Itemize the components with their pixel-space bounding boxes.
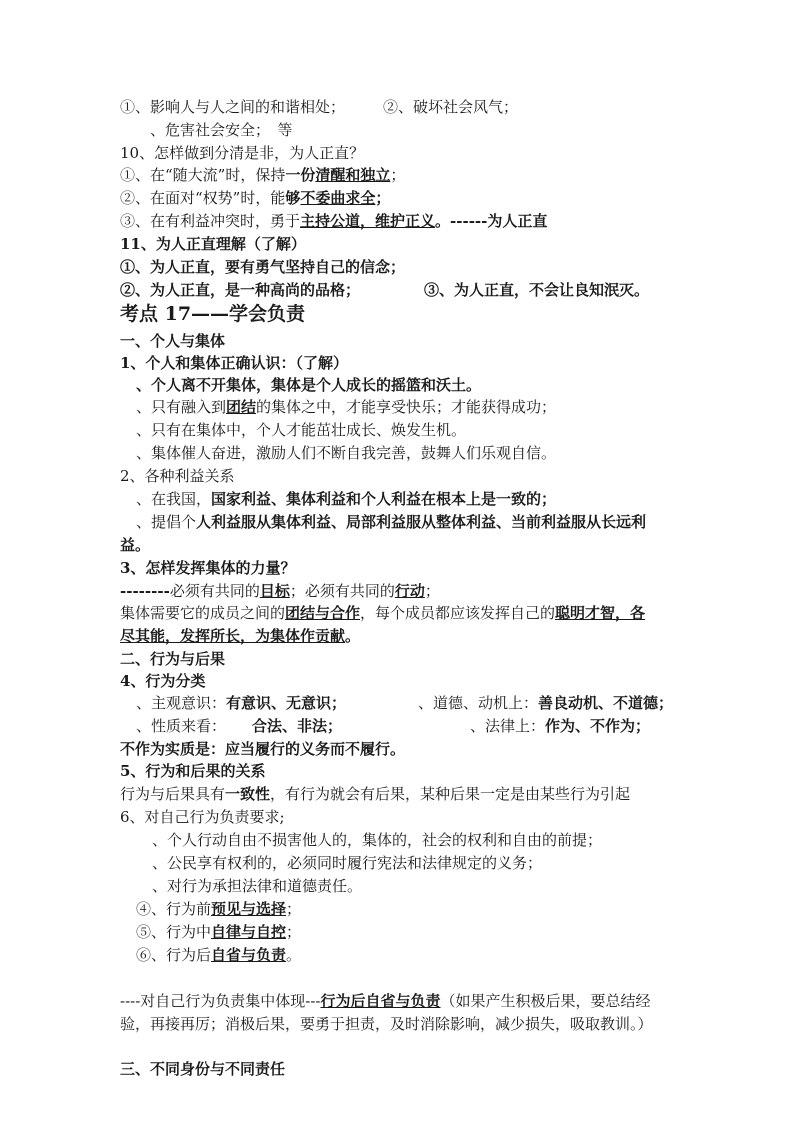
text-run: 一、个人与集体: [120, 332, 226, 350]
text-line: [120, 164, 405, 186]
text-run: 预见与选择: [211, 900, 287, 918]
text-run: ①、为人正直，要有勇气坚持自己的信念；: [120, 258, 406, 276]
text-run: 、提倡个: [136, 513, 197, 531]
text-line: [120, 1013, 653, 1035]
text-run: 验，再接再厉；消极后果，要勇于担责，及时消除影响，减少损失，吸取教训。）: [120, 1015, 653, 1033]
text-run: ④、行为前: [136, 900, 212, 918]
heading-text: 考点 17——学会负责: [120, 303, 306, 325]
text-run: ①、影响人与人之间的和谐相处；: [120, 98, 346, 116]
text-run: ；必须有共同的: [289, 582, 395, 600]
text-line: [120, 1058, 285, 1080]
text-line: [120, 760, 265, 782]
text-line: [120, 233, 306, 255]
text-run: ⑥、行为后: [136, 946, 212, 964]
text-line: [418, 692, 673, 714]
text-run: 。: [286, 946, 302, 964]
text-run: ②、破坏社会风气；: [383, 98, 519, 116]
text-run: ；: [390, 166, 406, 184]
text-run: 的集体之中，才能享受快乐；才能获得成功；: [256, 398, 557, 416]
text-run: ③、在有利益冲突时，勇于: [120, 212, 301, 230]
text-line: [120, 990, 651, 1012]
text-run: 团结: [226, 398, 257, 416]
text-line: [470, 715, 650, 737]
text-run: 。: [345, 627, 361, 645]
text-run: 、个人行动自由不损害他人的，集体的，社会的权利和自由的前提；: [152, 831, 603, 849]
text-run: 自律与自控: [211, 923, 287, 941]
text-run: 、只有融入到: [136, 398, 227, 416]
text-run: 善良动机、不道德；: [538, 694, 674, 712]
text-run: 1、个人和集体正确认识：（了解）: [120, 354, 348, 372]
text-run: 国家利益、集体利益和个人利益在根本上是一致的；: [211, 490, 557, 508]
text-run: 、个人离不开集体，集体是个人成长的摇篮和沃土。: [136, 376, 482, 394]
text-line: [120, 465, 235, 487]
text-run: ①、在“随大流”时，保持: [120, 166, 286, 184]
text-run: 尽其能，发挥所长，为集体作贡献: [120, 627, 346, 645]
text-line: [136, 442, 556, 464]
text-run: ；: [286, 900, 302, 918]
text-run: 主持公道，维护正义: [300, 212, 436, 230]
text-line: [120, 806, 285, 828]
text-run: 人利益服从集体利益、局部利益服从整体利益、当前利益服从长远利: [196, 513, 647, 531]
text-run: 、对行为承担法律和道德责任。: [152, 877, 363, 895]
text-line: [152, 852, 542, 874]
text-run: 、道德、动机上：: [418, 694, 539, 712]
text-line: [136, 921, 301, 943]
text-line: [120, 352, 348, 374]
text-line: [120, 625, 360, 647]
text-run: ；: [375, 189, 391, 207]
text-line: [120, 210, 547, 232]
text-run: ⑤、行为中: [136, 923, 212, 941]
text-run: 11、为人正直理解（了解）: [120, 235, 306, 253]
text-line: [152, 829, 602, 851]
text-line: [120, 648, 225, 670]
text-line: [120, 602, 645, 624]
text-run: 作为、不作为；: [545, 717, 651, 735]
text-run: 、在我国，: [136, 490, 212, 508]
text-run: 、法律上：: [470, 717, 546, 735]
text-run: 行为后自省与负责: [320, 992, 441, 1010]
text-line: [424, 279, 649, 301]
text-run: 行动: [394, 582, 425, 600]
text-line: [136, 898, 301, 920]
text-run: 不委曲求全: [300, 189, 376, 207]
text-run: 3、怎样发挥集体的力量？: [120, 559, 296, 577]
text-run: --------: [120, 582, 170, 600]
text-run: 、公民享有权利的，必须同时履行宪法和法律规定的义务；: [152, 854, 543, 872]
text-run: 、主观意识：: [136, 694, 227, 712]
text-line: [120, 670, 205, 692]
text-line: [136, 419, 466, 441]
text-line: [120, 96, 345, 118]
text-run: 清醒和独立: [315, 166, 391, 184]
text-run: 、危害社会安全； 等: [150, 121, 293, 139]
text-run: 有意识、无意识；: [226, 694, 347, 712]
text-line: [136, 944, 301, 966]
text-line: [120, 279, 360, 301]
text-run: 一致性: [225, 785, 271, 803]
text-line: [136, 488, 556, 510]
section-heading: [120, 301, 305, 327]
text-run: 目标: [259, 582, 290, 600]
text-run: ②、为人正直，是一种高尚的品格；: [120, 281, 361, 299]
text-run: 4、行为分类: [120, 672, 206, 690]
text-line: [136, 511, 646, 533]
text-line: [136, 396, 556, 418]
text-run: ②、在面对“权势”时，能: [120, 189, 286, 207]
text-run: 集体需要它的成员之间的: [120, 604, 286, 622]
text-run: ，有行为就会有后果，某种后果一定是由某些行为引起: [270, 785, 631, 803]
text-run: 行为与后果具有: [120, 785, 226, 803]
text-run: 不作为实质是：应当履行的义务而不履行。: [120, 740, 406, 758]
text-line: [136, 374, 481, 396]
text-run: 6、对自己行为负责要求;: [120, 808, 285, 826]
text-run: ，每个成员都应该发挥自己的: [360, 604, 556, 622]
text-line: [152, 875, 362, 897]
text-line: [150, 119, 293, 141]
text-run: 二、行为与后果: [120, 650, 226, 668]
text-line: [120, 256, 405, 278]
text-run: 三、不同身份与不同责任: [120, 1060, 286, 1078]
text-line: [383, 96, 518, 118]
text-line: [120, 330, 225, 352]
text-line: [136, 715, 226, 737]
text-run: （如果产生积极后果，要总结经: [440, 992, 651, 1010]
text-run: 益。: [120, 536, 151, 554]
text-run: 。------为人正直: [435, 212, 548, 230]
text-line: [120, 557, 295, 579]
text-line: [252, 715, 342, 737]
text-run: ；: [286, 923, 302, 941]
text-run: ----对自己行为负责集中体现---: [120, 992, 321, 1010]
text-line: [120, 187, 390, 209]
text-run: 够: [285, 189, 301, 207]
text-line: [120, 783, 630, 805]
text-run: 、集体催人奋进，激励人们不断自我完善，鼓舞人们乐观自信。: [136, 444, 557, 462]
text-line: [120, 738, 405, 760]
text-run: 必须有共同的: [169, 582, 260, 600]
text-line: [120, 534, 150, 556]
text-run: 5、行为和后果的关系: [120, 762, 266, 780]
text-run: ③、为人正直，不会让良知泯灭。: [424, 281, 650, 299]
text-run: 一份: [285, 166, 316, 184]
text-run: 、性质来看：: [136, 717, 227, 735]
text-run: 自省与负责: [211, 946, 287, 964]
text-run: 10、怎样做到分清是非，为人正直？: [120, 144, 365, 162]
text-run: 合法、非法；: [252, 717, 343, 735]
text-run: 聪明才智，各: [555, 604, 646, 622]
text-line: [120, 142, 364, 164]
text-run: 2、各种利益关系: [120, 467, 235, 485]
text-run: 团结与合作: [285, 604, 361, 622]
text-line: [120, 580, 440, 602]
text-run: ；: [424, 582, 440, 600]
text-line: [136, 692, 346, 714]
text-run: 、只有在集体中，个人才能茁壮成长、焕发生机。: [136, 421, 467, 439]
